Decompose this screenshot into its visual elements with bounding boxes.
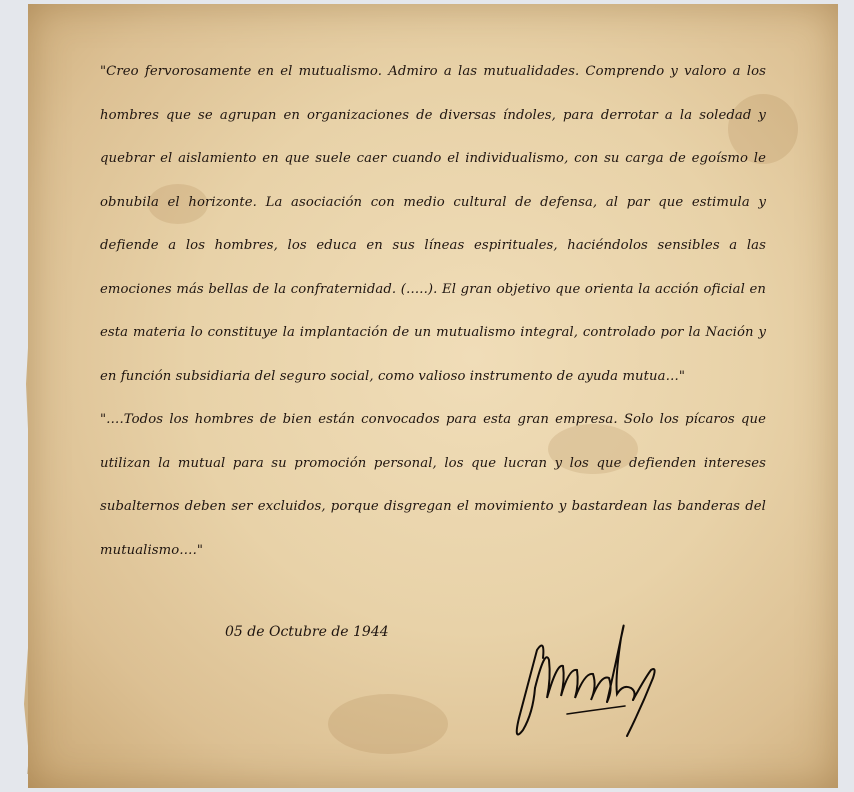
quote-paragraph-1: "Creo fervorosamente en el mutualismo. Admiro a las mutualidades. Comprendo y valoro a los hombres que se agrupan en organizaciones de diversas índoles, para derrotar a la soledad y quebrar el aislamiento en que suele caer cuando el individualismo, con su carga de egoísmo le obnubila el horizonte. La asociación con medio cultural de defensa, al par que estimula y defiende a los hombres, los educa en sus líneas espirituales, haciéndolos sensibles a las emociones más bellas de la confraternidad. (…..). El gran objetivo que orienta la acción oficial en esta materia lo constituye la implantación de un mutualismo integral, controlado por la Nación y en función subsidiaria del seguro social, como valioso instrumento de ayuda mutua…" [100, 64, 766, 384]
letter-date: 05 de Octubre de 1944 [225, 624, 389, 640]
letter-text [100, 50, 766, 572]
signature [505, 618, 670, 748]
quote-paragraph-2: "….Todos los hombres de bien están convocados para esta gran empresa. Solo los pícaros que utilizan la mutual para su promoción personal, los que lucran y los que defienden intereses subalternos deben ser excluidos, porque disgregan el movimiento y bastardean las banderas del mutualismo…." [100, 412, 766, 558]
